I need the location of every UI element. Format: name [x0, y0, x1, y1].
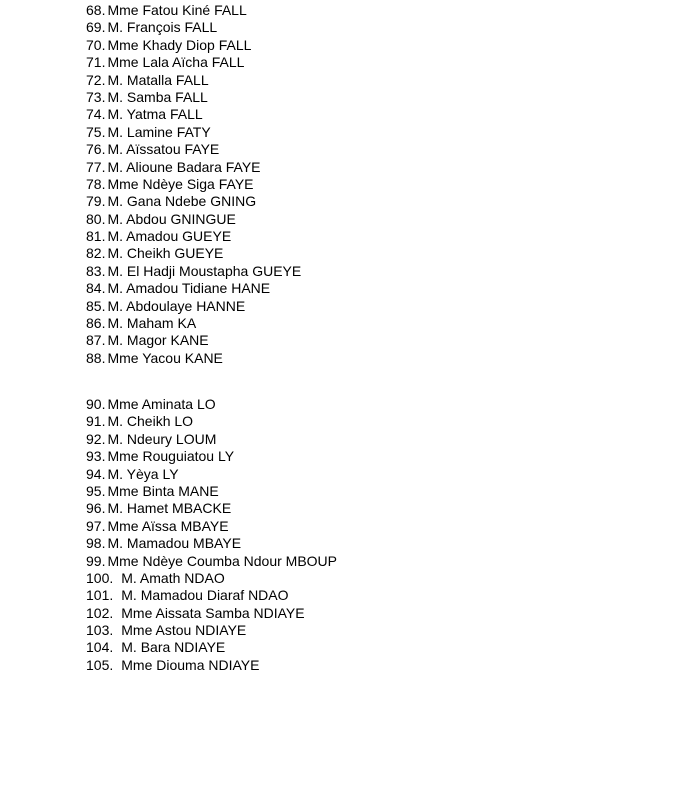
- person-name: M. Magor KANE: [107, 332, 209, 349]
- person-name: M. Abdoulaye HANNE: [107, 297, 246, 314]
- item-number: 99.: [86, 552, 106, 569]
- person-name: M. Alioune Badara FAYE: [107, 158, 261, 175]
- person-name: M. Maham KA: [107, 315, 197, 332]
- person-name: Mme Ndèye Coumba Ndour MBOUP: [107, 552, 337, 569]
- item-number: 98.: [86, 535, 106, 552]
- item-number: 70.: [86, 36, 106, 53]
- list-item: [86, 54, 301, 71]
- person-name: Mme Ndèye Siga FAYE: [107, 175, 254, 192]
- list-item: [86, 141, 301, 158]
- person-name: Mme Yacou KANE: [107, 349, 223, 366]
- name-list-second: [86, 396, 337, 674]
- item-number: 84.: [86, 280, 106, 297]
- item-number: 92.: [86, 430, 106, 447]
- list-item: [86, 535, 337, 552]
- item-number: 69.: [86, 19, 106, 36]
- list-item: [86, 228, 301, 245]
- item-number: 91.: [86, 413, 106, 430]
- list-item: [86, 211, 301, 228]
- list-item: [86, 176, 301, 193]
- person-name: M. Cheikh LO: [107, 413, 194, 430]
- list-item: [86, 350, 301, 367]
- item-number: 104.: [86, 639, 114, 656]
- item-number: 79.: [86, 193, 106, 210]
- item-number: 83.: [86, 262, 106, 279]
- person-name: M. Hamet MBACKE: [107, 500, 232, 517]
- person-name: Mme Diouma NDIAYE: [121, 656, 260, 673]
- list-item: [86, 413, 337, 430]
- item-number: 75.: [86, 123, 106, 140]
- person-name: Mme Astou NDIAYE: [121, 622, 247, 639]
- person-name: M. Cheikh GUEYE: [107, 245, 224, 262]
- item-number: 94.: [86, 465, 106, 482]
- list-item: [86, 37, 301, 54]
- list-item: [86, 2, 301, 19]
- person-name: Mme Binta MANE: [107, 482, 219, 499]
- list-item: [86, 193, 301, 210]
- item-number: 101.: [86, 587, 114, 604]
- list-item: [86, 622, 337, 639]
- item-number: 81.: [86, 228, 106, 245]
- list-item: [86, 518, 337, 535]
- person-name: Mme Lala Aïcha FALL: [107, 54, 245, 71]
- list-item: [86, 639, 337, 656]
- item-number: 97.: [86, 517, 106, 534]
- person-name: M. Matalla FALL: [107, 71, 209, 88]
- person-name: M. Mamadou Diaraf NDAO: [121, 587, 289, 604]
- person-name: Mme Khady Diop FALL: [107, 36, 252, 53]
- list-item: [86, 431, 337, 448]
- person-name: M. Amath NDAO: [121, 569, 225, 586]
- item-number: 77.: [86, 158, 106, 175]
- person-name: M. Amadou Tidiane HANE: [107, 280, 271, 297]
- person-name: M. Amadou GUEYE: [107, 228, 232, 245]
- list-item: [86, 570, 337, 587]
- item-number: 90.: [86, 396, 106, 412]
- person-name: M. Yèya LY: [107, 465, 179, 482]
- item-number: 76.: [86, 141, 106, 158]
- person-name: M. Mamadou MBAYE: [107, 535, 242, 552]
- person-name: M. Bara NDIAYE: [121, 639, 226, 656]
- list-item: [86, 124, 301, 141]
- item-number: 102.: [86, 604, 114, 621]
- person-name: M. Gana Ndebe GNING: [107, 193, 257, 210]
- list-item: [86, 657, 337, 674]
- person-name: Mme Aïssa MBAYE: [107, 517, 229, 534]
- person-name: Mme Aminata LO: [107, 396, 216, 412]
- item-number: 68.: [86, 2, 106, 18]
- list-item: [86, 315, 301, 332]
- list-item: [86, 245, 301, 262]
- person-name: M. Abdou GNINGUE: [107, 210, 236, 227]
- list-item: [86, 605, 337, 622]
- item-number: 105.: [86, 656, 114, 673]
- list-item: [86, 89, 301, 106]
- item-number: 71.: [86, 54, 106, 71]
- item-number: 74.: [86, 106, 106, 123]
- list-item: [86, 553, 337, 570]
- list-item: [86, 396, 337, 413]
- item-number: 80.: [86, 210, 106, 227]
- item-number: 93.: [86, 448, 106, 465]
- list-item: [86, 483, 337, 500]
- person-name: M. Lamine FATY: [107, 123, 211, 140]
- person-name: M. Aïssatou FAYE: [107, 141, 220, 158]
- list-item: [86, 263, 301, 280]
- list-item: [86, 587, 337, 604]
- person-name: Mme Aissata Samba NDIAYE: [121, 604, 305, 621]
- item-number: 100.: [86, 569, 114, 586]
- item-number: 95.: [86, 482, 106, 499]
- item-number: 88.: [86, 349, 106, 366]
- person-name: M. Samba FALL: [107, 88, 208, 105]
- person-name: Mme Rouguiatou LY: [107, 448, 235, 465]
- item-number: 72.: [86, 71, 106, 88]
- list-item: [86, 466, 337, 483]
- list-item: [86, 448, 337, 465]
- item-number: 85.: [86, 297, 106, 314]
- item-number: 73.: [86, 88, 106, 105]
- list-item: [86, 280, 301, 297]
- item-number: 78.: [86, 175, 106, 192]
- item-number: 96.: [86, 500, 106, 517]
- list-item: [86, 159, 301, 176]
- list-item: [86, 72, 301, 89]
- name-list-first: [86, 2, 301, 367]
- item-number: 87.: [86, 332, 106, 349]
- list-item: [86, 298, 301, 315]
- person-name: M. Yatma FALL: [107, 106, 203, 123]
- person-name: M. Ndeury LOUM: [107, 430, 217, 447]
- item-number: 103.: [86, 622, 114, 639]
- list-item: [86, 106, 301, 123]
- list-item: [86, 332, 301, 349]
- item-number: 86.: [86, 315, 106, 332]
- list-item: [86, 19, 301, 36]
- item-number: 82.: [86, 245, 106, 262]
- person-name: Mme Fatou Kiné FALL: [107, 2, 247, 18]
- list-item: [86, 500, 337, 517]
- person-name: M. François FALL: [107, 19, 218, 36]
- person-name: M. El Hadji Moustapha GUEYE: [107, 262, 302, 279]
